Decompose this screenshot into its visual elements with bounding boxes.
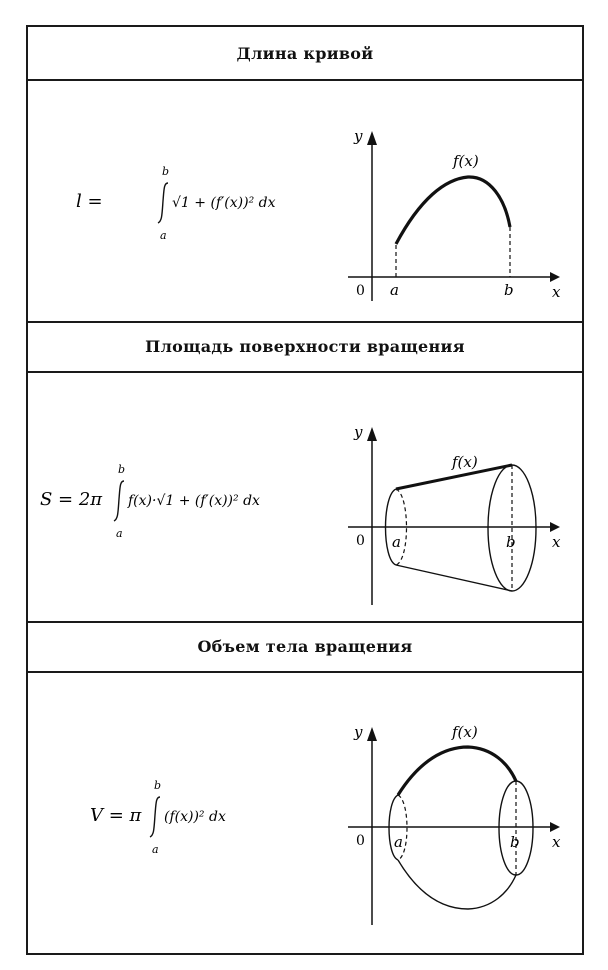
b-label: b (510, 833, 520, 851)
lower-limit: a (116, 527, 123, 539)
arc-length-formula-graphic (76, 161, 296, 241)
x-label: x (552, 833, 561, 851)
y-label: y (354, 423, 363, 441)
lower-limit: a (160, 229, 167, 241)
section-title-volume: Объем тела вращения (197, 636, 413, 656)
arc-length-figure (340, 119, 570, 323)
curve-f (396, 177, 510, 244)
upper-limit: b (154, 779, 162, 792)
surface-area-formula-graphic (40, 459, 340, 539)
origin-label: 0 (356, 283, 365, 299)
surface-area-figure (340, 415, 570, 619)
f-label: f(x) (452, 453, 478, 471)
x-axis-arrow (550, 522, 560, 532)
origin-label: 0 (356, 833, 365, 849)
volume-formula (90, 775, 310, 860)
upper-limit: b (162, 165, 170, 178)
integrand: √1 + (f′(x))² dx (172, 195, 276, 211)
divider (28, 671, 582, 673)
formula-lhs: V = π (90, 805, 142, 826)
x-label: x (552, 533, 561, 551)
f-label: f(x) (452, 723, 478, 741)
y-axis-arrow (367, 131, 377, 145)
lower-limit: a (152, 843, 159, 855)
origin-label: 0 (356, 533, 365, 549)
curve-f (398, 747, 516, 795)
divider (28, 371, 582, 373)
x-label: x (552, 283, 561, 301)
formula-lhs: l = (76, 191, 103, 212)
formula-lhs: S = 2π (40, 489, 103, 510)
section-title-surface-area: Площадь поверхности вращения (145, 336, 465, 356)
integral-sign (114, 481, 124, 521)
b-label: b (504, 281, 514, 299)
f-label: f(x) (453, 152, 479, 170)
formula-table (26, 25, 584, 955)
x-axis-arrow (550, 272, 560, 282)
a-label: a (390, 281, 399, 299)
mirror-line (396, 565, 512, 591)
section-title-arc-length: Длина кривой (236, 43, 374, 63)
volume-formula-graphic (90, 775, 310, 855)
y-axis-arrow (367, 727, 377, 741)
divider (28, 79, 582, 81)
arc-length-formula (76, 161, 296, 246)
x-axis-arrow (550, 822, 560, 832)
mirror-curve (398, 860, 516, 909)
y-label: y (354, 127, 363, 145)
y-label: y (354, 723, 363, 741)
integrand: f(x)·√1 + (f′(x))² dx (128, 493, 260, 509)
surface-area-formula (40, 459, 340, 544)
volume-figure (340, 715, 570, 939)
upper-limit: b (118, 463, 126, 476)
a-label: a (394, 833, 403, 851)
b-label: b (506, 533, 516, 551)
integrand: (f(x))² dx (164, 809, 226, 825)
a-label: a (392, 533, 401, 551)
integral-sign (158, 183, 168, 223)
integral-sign (150, 797, 160, 837)
y-axis-arrow (367, 427, 377, 441)
